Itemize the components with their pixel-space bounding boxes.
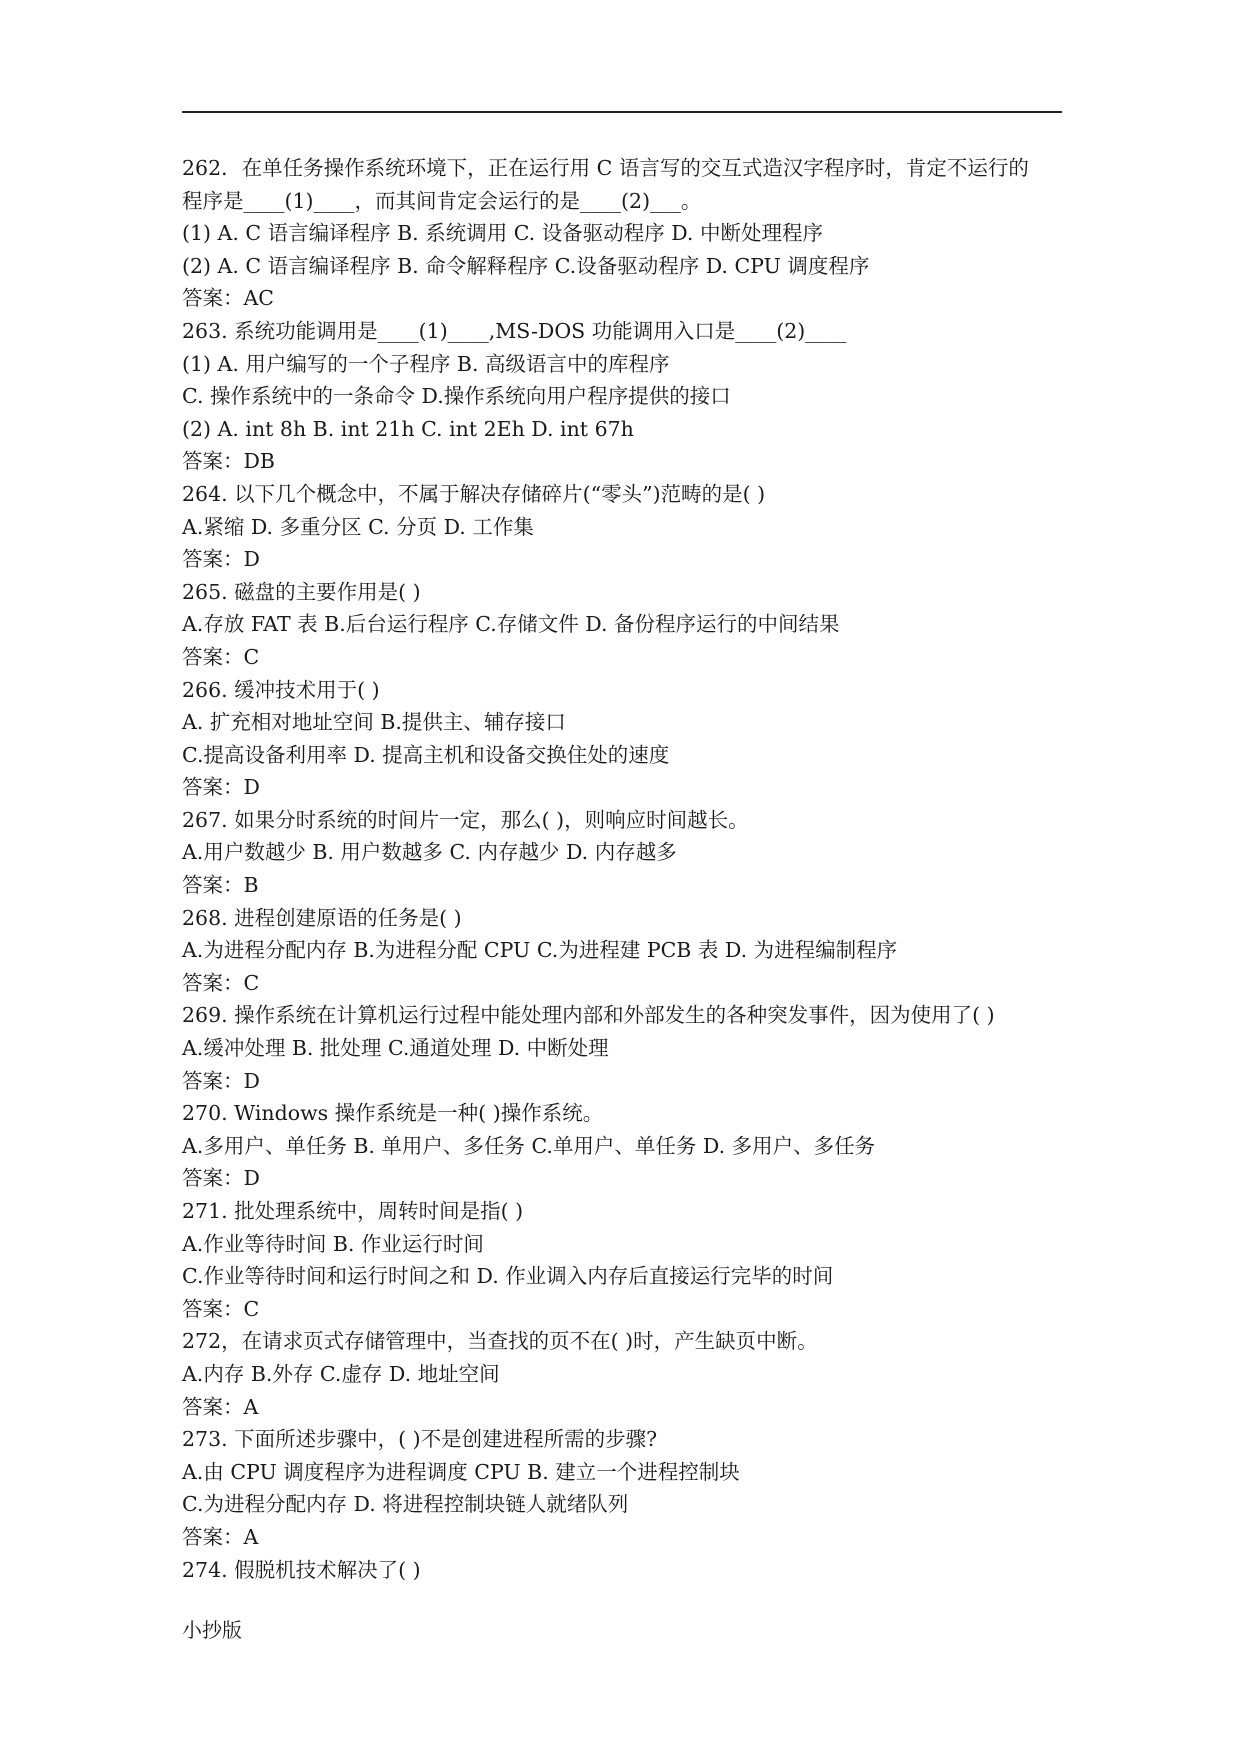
answer-line: 答案：DB [182, 449, 276, 474]
text-line: 271. 批处理系统中，周转时间是指( ) [182, 1199, 524, 1223]
text-line: A.为进程分配内存 B.为进程分配 CPU C.为进程建 PCB 表 D. 为进程编制程序 [182, 938, 898, 963]
answer-line: 答案：A [182, 1394, 259, 1419]
text-line: 274. 假脱机技术解决了( ) [182, 1557, 421, 1582]
text-line: 程序是____(1)____，而其间肯定会运行的是____(2)___。 [182, 188, 702, 213]
text-line: 263. 系统功能调用是____(1)____,MS-DOS 功能调用入口是____(2)____ [182, 318, 847, 343]
text-line: C.为进程分配内存 D. 将进程控制块链人就绪队列 [182, 1492, 629, 1517]
text-line: 267. 如果分时系统的时间片一定，那么( )，则响应时间越长。 [182, 807, 749, 832]
text-line: C.提高设备利用率 D. 提高主机和设备交换住处的速度 [182, 742, 670, 767]
answer-line: 答案：AC [182, 286, 274, 311]
answer-line: 答案：D [182, 1166, 260, 1191]
text-line: 272，在请求页式存储管理中，当查找的页不在( )时，产生缺页中断。 [182, 1329, 818, 1354]
text-line: A.由 CPU 调度程序为进程调度 CPU B. 建立一个进程控制块 [182, 1459, 740, 1484]
text-line: (1) A. C 语言编译程序 B. 系统调用 C. 设备驱动程序 D. 中断处理程序 [182, 221, 823, 246]
answer-line: 答案：B [182, 873, 259, 898]
text-line: 266. 缓冲技术用于( ) [182, 677, 380, 702]
text-line: C.作业等待时间和运行时间之和 D. 作业调入内存后直接运行完毕的时间 [182, 1264, 834, 1289]
text-line: 264. 以下几个概念中，不属于解决存储碎片(“零头”)范畴的是( ) [182, 481, 766, 506]
page-footer: 小抄版 [182, 1618, 242, 1642]
text-line: 265. 磁盘的主要作用是( ) [182, 579, 421, 604]
text-line: (2) A. C 语言编译程序 B. 命令解释程序 C.设备驱动程序 D. CPU 调度程序 [182, 253, 870, 278]
answer-line: 答案：C [182, 644, 260, 669]
text-line: A.作业等待时间 B. 作业运行时间 [182, 1231, 484, 1256]
text-line: A.存放 FAT 表 B.后台运行程序 C.存储文件 D. 备份程序运行的中间结果 [182, 612, 840, 637]
text-line: 262．在单任务操作系统环境下，正在运行用 C 语言写的交互式造汉字程序时，肯定不运行的 [182, 156, 1029, 180]
text-line: A.用户数越少 B. 用户数越多 C. 内存越少 D. 内存越多 [182, 840, 677, 865]
document-body [182, 152, 1072, 1586]
answer-line: 答案：A [182, 1524, 259, 1549]
text-line: (1) A. 用户编写的一个子程序 B. 高级语言中的库程序 [182, 351, 670, 376]
text-line: A.紧缩 D. 多重分区 C. 分页 D. 工作集 [182, 514, 534, 539]
answer-line: 答案：D [182, 1068, 260, 1093]
text-line: 269. 操作系统在计算机运行过程中能处理内部和外部发生的各种突发事件，因为使用了( ) [182, 1003, 995, 1028]
text-line: 270. Windows 操作系统是一种( )操作系统。 [182, 1101, 604, 1126]
text-line: 268. 进程创建原语的任务是( ) [182, 905, 462, 930]
text-line: A. 扩充相对地址空间 B.提供主、辅存接口 [182, 710, 566, 735]
text-line: 273. 下面所述步骤中，( )不是创建进程所需的步骤? [182, 1427, 658, 1452]
answer-line: 答案：D [182, 775, 260, 800]
text-line: A.内存 B.外存 C.虚存 D. 地址空间 [182, 1361, 500, 1386]
text-line: A.多用户、单任务 B. 单用户、多任务 C.单用户、单任务 D. 多用户、多任务 [182, 1133, 876, 1158]
answer-line: 答案：C [182, 970, 260, 995]
header-rule [182, 111, 1062, 113]
text-line: (2) A. int 8h B. int 21h C. int 2Eh D. int 67h [182, 416, 634, 441]
answer-line: 答案：C [182, 1296, 260, 1321]
text-line: C. 操作系统中的一条命令 D.操作系统向用户程序提供的接口 [182, 384, 731, 409]
text-line: A.缓冲处理 B. 批处理 C.通道处理 D. 中断处理 [182, 1036, 609, 1061]
answer-line: 答案：D [182, 547, 260, 572]
